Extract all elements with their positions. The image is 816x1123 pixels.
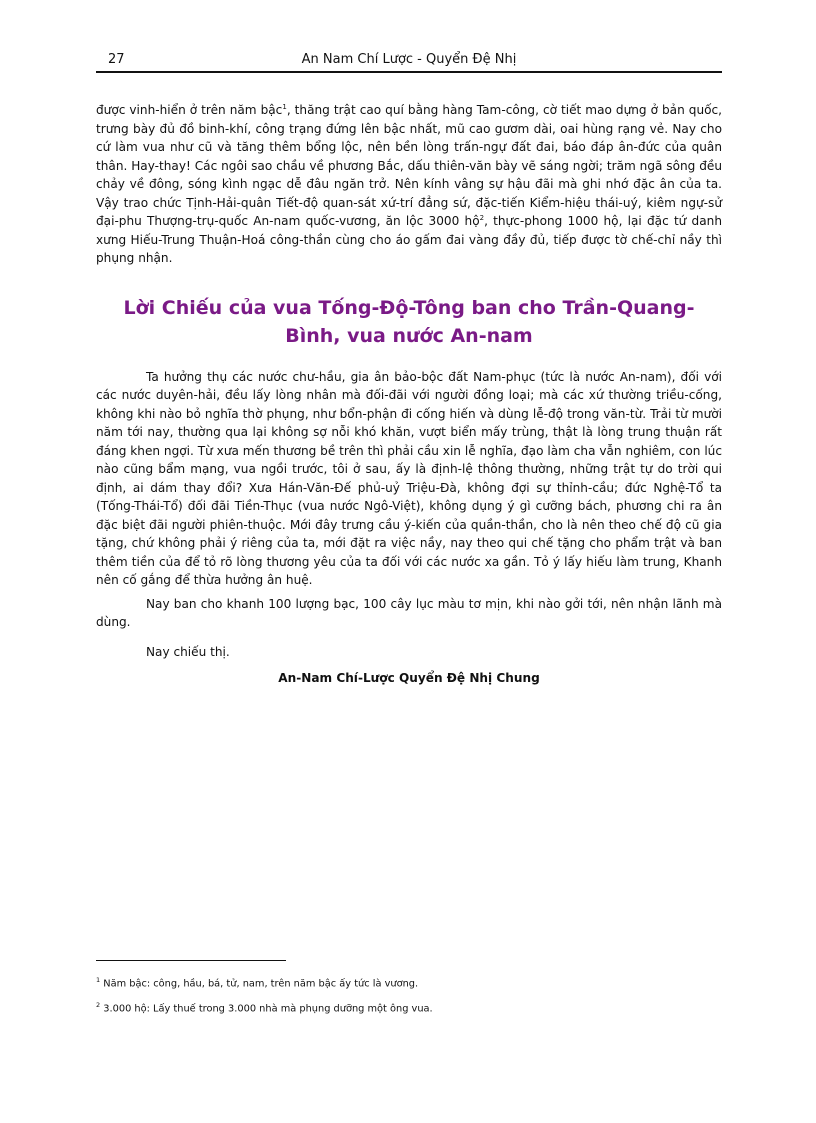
paragraph-2: Ta hưởng thụ các nước chư-hầu, gia ân bảo-bộc đất Nam-phục (tức là nước An-nam), đối với các nước duyên-hải, đều lấy lòng nhân mà đối-đãi với người đồng loại; mà các xứ thường triều-cống, không khi nào bỏ nghĩa thờ phụng, như bổn-phận đi cống hiến và dùng lễ-độ trong văn-từ. Trải từ mười năm tới nay, thường qua lại không sợ nỗi khó khăn, vượt biển mấy trùng, thật là lòng trung thuận rất đáng khen ngợi. Từ xưa mến thương bề trên thì phải cầu xin lễ nghĩa, đạo làm cha vẫn nghiêm, con lúc nào cũng bẩm mạng, vua ngồi trước, tôi ở sau, ấy là định-lệ thông thường, những trật tự do trời qui định, ai dám thay đổi? Xưa Hán-Văn-Đế phủ-uỷ Triệu-Đà, không đợi sự thỉnh-cầu; đức Nghệ-Tổ ta (Tống-Thái-Tổ) đối đãi Tiền-Thục (vua nước Ngô-Việt), không dụng ý gì cưỡng bách, phương chi ra ân đặc biệt đãi người phiên-thuộc. Mới đây trưng cầu ý-kiến của quần-thần, cho là nên theo chế độ cũ gia tặng, chứ không phải ý riêng của ta, mới đặt ra việc nầy, nay theo qui chế tặng cho phẩm trật và ban thêm tiền của để tỏ rõ lòng thương yêu của ta đối với các nước xa gần. Tỏ ý lấy hiếu làm trung, Khanh nên cố gắng để thừa hưởng ân huệ.	[96, 369, 722, 587]
footnote-ref-2: 2	[479, 213, 485, 222]
paragraph-1	[96, 101, 722, 268]
paragraph-1-text-b: , thăng trật cao quí bằng hàng Tam-công, cờ tiết mao dựng ở bản quốc, trưng bày đủ đồ binh-khí, công trạng đứng lên bậc nhất, mũ cao gươm dài, oai hùng rạng vẻ. Nay cho cứ làm vua như cũ và tăng thêm bổng lộc, nên bền lòng trấn-ngự đất đai, báo đáp ân-đức của quân thân. Hay-thay! Các ngôi sao chầu về phương Bắc, dấu thiên-văn bày vẽ sáng ngời; trăm ngã sông đều chảy về đông, sóng kình ngạc dễ đâu ngăn trở. Nên kính vâng sự hậu đãi mà ghi nhớ đặc ân của ta. Vậy trao chức Tịnh-Hải-quân Tiết-độ quan-sát xứ-trí đẳng sứ, đặc-tiến Kiểm-hiệu thái-uý, kiêm ngự-sử đại-phu Thượng-trụ-quốc An-nam quốc-vương, ăn lộc 3000 hộ	[96, 103, 723, 228]
footnote-2-mark: 2	[96, 1001, 101, 1010]
footnote-1	[96, 973, 722, 991]
footnote-2	[96, 998, 722, 1016]
paragraph-1-text-a: được vinh-hiển ở trên năm bậc	[96, 103, 283, 117]
page-number: 27	[108, 52, 125, 67]
footnote-ref-1: 1	[282, 102, 287, 111]
running-title: An Nam Chí Lược - Quyển Đệ Nhị	[301, 52, 517, 67]
document-body	[96, 101, 722, 685]
footnote-2-text: 3.000 hộ: Lấy thuế trong 3.000 nhà mà phụng dưỡng một ông vua.	[103, 1003, 433, 1015]
footnotes	[96, 973, 722, 1024]
paragraph-1-text-c: , thực-phong 1000 hộ, lại đặc tứ danh xưng Hiếu-Trung Thuận-Hoá công-thần cùng cho áo gấm đai vàng đầy đủ, tiếp được tờ chế-chỉ nầy thì phụng nhận.	[96, 214, 722, 265]
footnote-1-text: Năm bậc: công, hầu, bá, tử, nam, trên năm bậc ấy tức là vương.	[103, 978, 419, 990]
footnote-rule	[96, 960, 286, 961]
closing-line: An-Nam Chí-Lược Quyển Đệ Nhị Chung	[278, 671, 540, 685]
paragraph-4: Nay chiếu thị.	[146, 644, 230, 659]
paragraph-3: Nay ban cho khanh 100 lượng bạc, 100 cây lục màu tơ mịn, khi nào gởi tới, nên nhận lãnh mà dùng.	[96, 596, 722, 629]
footnote-1-mark: 1	[96, 976, 101, 984]
header-rule	[96, 71, 722, 73]
section-heading: Lời Chiếu của vua Tống-Độ-Tông ban cho Trần-Quang-Bình, vua nước An-nam	[123, 296, 695, 347]
